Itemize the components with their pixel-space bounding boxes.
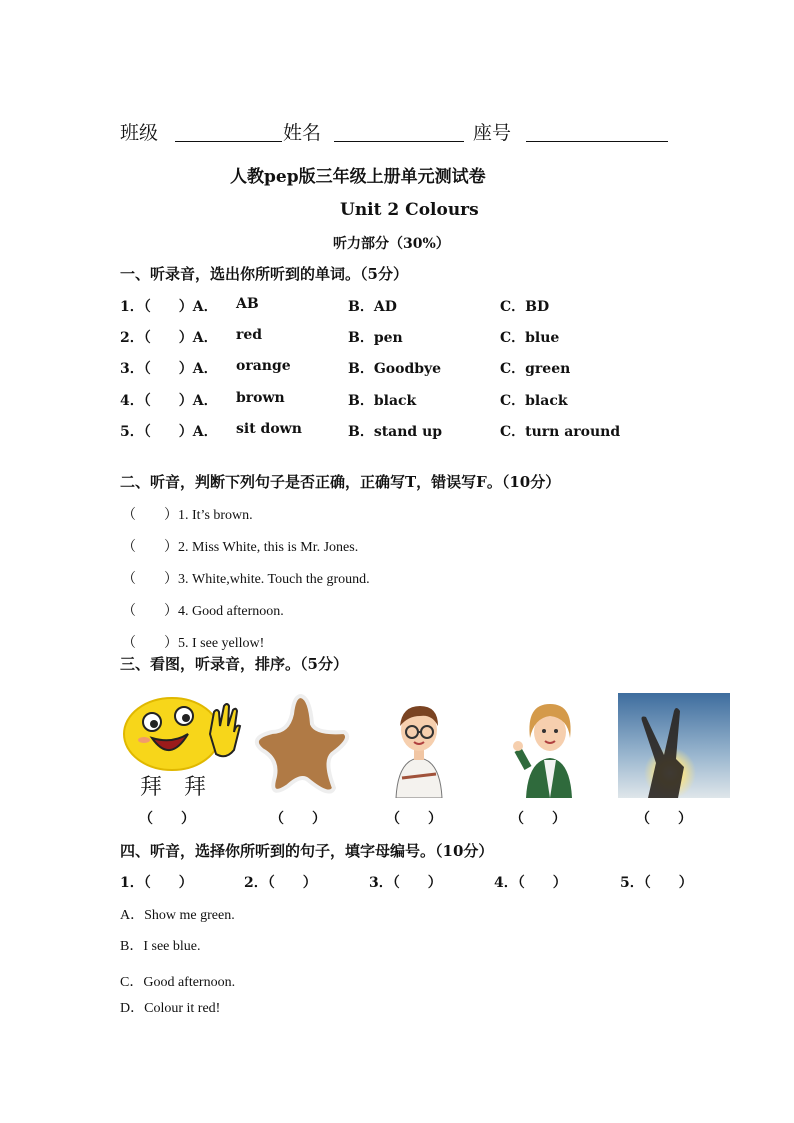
option-a: brown bbox=[236, 390, 285, 406]
hand-sunlight-icon bbox=[618, 693, 730, 798]
option-c: C．BD bbox=[500, 299, 550, 315]
answer-blank[interactable]: 2．（ ） bbox=[244, 875, 317, 891]
option-c: C．blue bbox=[500, 330, 560, 346]
star-icon bbox=[246, 690, 356, 800]
answer-blank[interactable]: 5．（ ） bbox=[620, 875, 693, 891]
section2-heading: 二、听音，判断下列句子是否正确，正确写T，错误写F。（10分） bbox=[120, 473, 561, 491]
list-item: （ ）1. It’s brown. bbox=[122, 508, 253, 523]
section1-heading: 一、听录音，选出你所听到的单词。（5分） bbox=[120, 265, 408, 283]
option-b: B．Goodbye bbox=[348, 361, 442, 377]
order-blank[interactable]: （ ） bbox=[386, 811, 442, 827]
seat-label: 座号 bbox=[473, 122, 512, 144]
option-a: AB bbox=[236, 296, 259, 312]
order-blank[interactable]: （ ） bbox=[636, 811, 692, 827]
option-c: C．green bbox=[500, 361, 571, 377]
section4-heading: 四、听音，选择你所听到的句子，填字母编号。（10分） bbox=[120, 842, 494, 860]
listening-label: 听力部分（30%） bbox=[333, 236, 450, 252]
option-c: C．turn around bbox=[500, 424, 621, 440]
order-blank[interactable]: （ ） bbox=[139, 811, 195, 827]
option-a: orange bbox=[236, 358, 291, 374]
order-blank[interactable]: （ ） bbox=[270, 811, 326, 827]
option-b: B．AD bbox=[348, 299, 397, 315]
option-item: A．Show me green. bbox=[120, 908, 235, 923]
item-number: 3．（ ）A． bbox=[120, 361, 218, 377]
name-label: 姓名 bbox=[283, 122, 322, 144]
option-a: sit down bbox=[236, 421, 302, 437]
list-item: （ ）4. Good afternoon. bbox=[122, 604, 284, 619]
name-blank[interactable] bbox=[334, 141, 464, 142]
answer-blank[interactable]: 4．（ ） bbox=[494, 875, 567, 891]
list-item: （ ）2. Miss White, this is Mr. Jones. bbox=[122, 540, 359, 555]
option-item: B．I see blue. bbox=[120, 939, 201, 954]
option-b: B．black bbox=[348, 393, 417, 409]
option-c: C．black bbox=[500, 393, 568, 409]
list-item: （ ）3. White,white. Touch the ground. bbox=[122, 572, 370, 587]
boy-glasses-icon bbox=[388, 698, 450, 798]
section3-heading: 三、看图，听录音，排序。（5分） bbox=[120, 655, 348, 673]
option-b: B．pen bbox=[348, 330, 403, 346]
page-title: 人教pep版三年级上册单元测试卷 bbox=[230, 167, 486, 187]
item-number: 5．（ ）A． bbox=[120, 424, 218, 440]
answer-blank[interactable]: 3．（ ） bbox=[369, 875, 442, 891]
class-blank[interactable] bbox=[175, 141, 282, 142]
item-number: 2．（ ）A． bbox=[120, 330, 218, 346]
option-b: B．stand up bbox=[348, 424, 443, 440]
bye-text: 拜 拜 bbox=[140, 775, 207, 800]
option-a: red bbox=[236, 327, 263, 343]
class-label: 班级 bbox=[120, 122, 159, 144]
option-item: C．Good afternoon. bbox=[120, 975, 236, 990]
seat-blank[interactable] bbox=[526, 141, 668, 142]
order-blank[interactable]: （ ） bbox=[510, 811, 566, 827]
answer-blank[interactable]: 1．（ ） bbox=[120, 875, 193, 891]
girl-waving-icon bbox=[512, 698, 580, 798]
smiley-waving-icon bbox=[122, 694, 242, 799]
list-item: （ ）5. I see yellow! bbox=[122, 636, 265, 651]
item-number: 4．（ ）A． bbox=[120, 393, 218, 409]
unit-title: Unit 2 Colours bbox=[340, 200, 479, 220]
item-number: 1．（ ）A． bbox=[120, 299, 218, 315]
option-item: D．Colour it red! bbox=[120, 1001, 221, 1016]
